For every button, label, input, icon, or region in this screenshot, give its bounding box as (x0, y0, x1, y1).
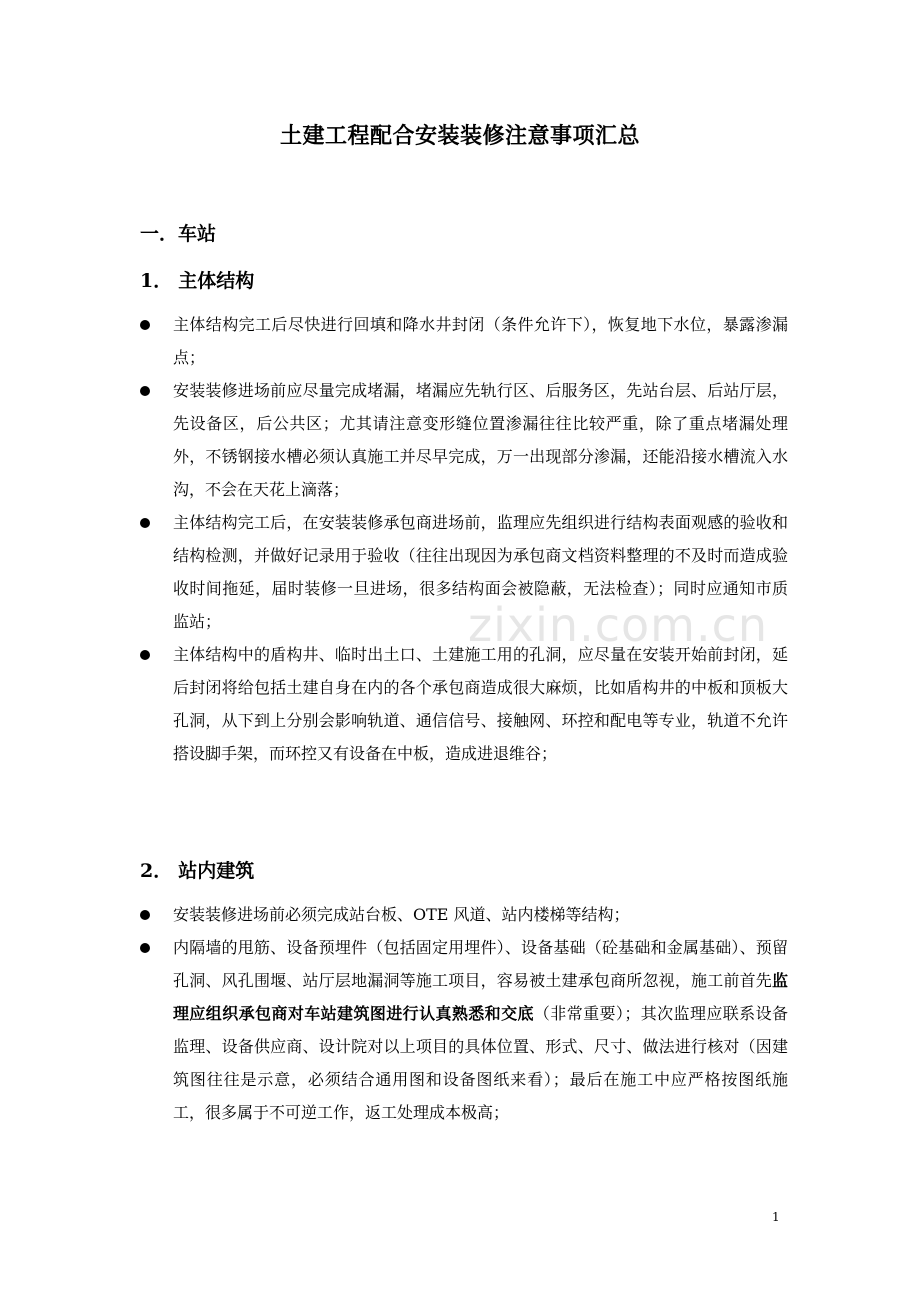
page-number: 1 (772, 1210, 780, 1224)
subsection-heading-station-building (140, 855, 254, 887)
list-item-text-after: （非常重要）；其次监理应联系设备监理、设备供应商、设计院对以上项目的具体位置、形式、尺寸、做法进行核对（因建筑图往往是示意，必须结合通用图和设备图纸来看）；最后在施工中应严格按图纸施工，很多属于不可逆工作，返工处理成本极高； (173, 1004, 788, 1122)
list-item (140, 931, 788, 1129)
bullet-icon (140, 320, 150, 330)
list-item (140, 638, 788, 770)
station-building-list (140, 898, 788, 1129)
bullet-icon (140, 650, 150, 660)
document-title: 土建工程配合安装装修注意事项汇总 (279, 123, 640, 149)
list-item-text: 主体结构完工后，在安装装修承包商进场前，监理应先组织进行结构表面观感的验收和结构检测，并做好记录用于验收（往往出现因为承包商文档资料整理的不及时而造成验收时间拖延，届时装修一旦进场，很多结构面会被隐蔽，无法检查）；同时应通知市质监站； (173, 513, 788, 631)
list-item (140, 308, 788, 374)
list-item-text: 安装装修进场前必须完成站台板、OTE 风道、站内楼梯等结构； (173, 905, 630, 924)
section-heading-station: 一．车站 (140, 223, 217, 245)
list-item-text: 主体结构完工后尽快进行回填和降水井封闭（条件允许下），恢复地下水位，暴露渗漏点； (173, 315, 788, 367)
main-structure-list (140, 308, 788, 770)
list-item-text-emphasis: 监理应组织承包商对车站建筑图进行认真熟悉和交底 (173, 971, 788, 1023)
watermark: zixin.com.cn (468, 598, 769, 652)
bullet-icon (140, 943, 150, 953)
list-item (140, 374, 788, 506)
subsection-number: 1． (140, 270, 173, 292)
list-item-text: 主体结构中的盾构井、临时出土口、土建施工用的孔洞，应尽量在安装开始前封闭，延后封闭将给包括土建自身在内的各个承包商造成很大麻烦，比如盾构井的中板和顶板大孔洞，从下到上分别会影响轨道、通信信号、接触网、环控和配电等专业，轨道不允许搭设脚手架，而环控又有设备在中板，造成进退维谷； (173, 645, 788, 763)
list-item (140, 506, 788, 638)
bullet-icon (140, 910, 150, 920)
bullet-icon (140, 518, 150, 528)
subsection-heading-main-structure (140, 265, 254, 297)
subsection-title: 主体结构 (178, 270, 255, 292)
bullet-icon (140, 386, 150, 396)
list-item (140, 898, 788, 931)
list-item-text: 安装装修进场前应尽量完成堵漏，堵漏应先轨行区、后服务区，先站台层、后站厅层，先设备区，后公共区；尤其请注意变形缝位置渗漏往往比较严重，除了重点堵漏处理外，不锈钢接水槽必须认真施工并尽早完成，万一出现部分渗漏，还能沿接水槽流入水沟，不会在天花上滴落； (173, 381, 788, 499)
subsection-number: 2． (140, 860, 173, 882)
subsection-title: 站内建筑 (178, 860, 255, 882)
list-item-text-before: 内隔墙的甩筋、设备预埋件（包括固定用埋件）、设备基础（砼基础和金属基础）、预留孔洞、风孔围堰、站厅层地漏洞等施工项目，容易被土建承包商所忽视，施工前首先 (173, 938, 788, 990)
